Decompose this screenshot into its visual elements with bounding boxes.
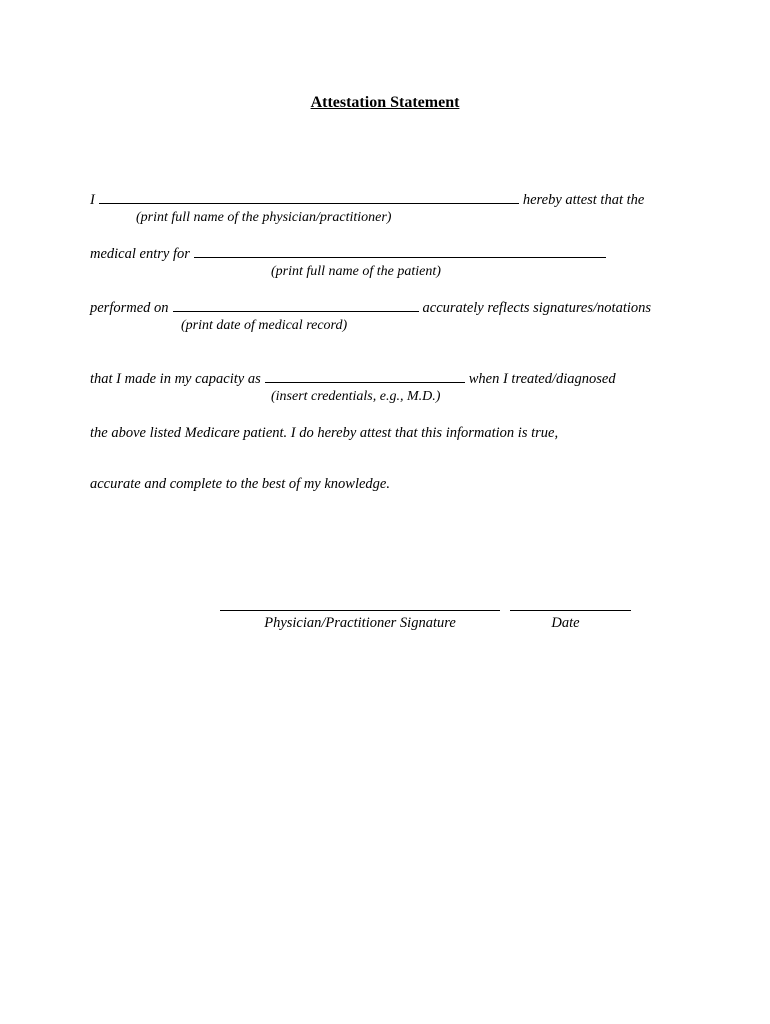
signature-label: Physician/Practitioner Signature bbox=[264, 615, 456, 631]
attestation-sentence-end: accurate and complete to the best of my knowledge. bbox=[90, 476, 390, 492]
line3-lead-text: performed on bbox=[90, 300, 169, 316]
line1-lead-text: I bbox=[90, 192, 95, 208]
credentials-field[interactable] bbox=[265, 370, 465, 383]
patient-name-line bbox=[90, 245, 610, 263]
physician-name-line bbox=[90, 191, 644, 209]
record-date-field[interactable] bbox=[173, 299, 419, 312]
credentials-line bbox=[90, 370, 616, 388]
date-field[interactable] bbox=[510, 610, 631, 611]
line4-lead-text: that I made in my capacity as bbox=[90, 371, 261, 387]
date-label: Date bbox=[551, 615, 580, 631]
physician-name-field[interactable] bbox=[99, 191, 519, 204]
line3-tail-text: accurately reflects signatures/notations bbox=[422, 300, 652, 316]
signature-field[interactable] bbox=[220, 610, 500, 611]
patient-name-caption: (print full name of the patient) bbox=[271, 264, 441, 279]
record-date-caption: (print date of medical record) bbox=[181, 318, 348, 333]
line4-tail-text: when I treated/diagnosed bbox=[468, 371, 616, 387]
physician-name-caption: (print full name of the physician/practitioner) bbox=[136, 210, 392, 225]
credentials-caption: (insert credentials, e.g., M.D.) bbox=[271, 389, 441, 404]
line2-lead-text: medical entry for bbox=[90, 246, 190, 262]
attestation-sentence: the above listed Medicare patient. I do hereby attest that this information is true, bbox=[90, 425, 559, 441]
page-title: Attestation Statement bbox=[310, 94, 460, 111]
record-date-line bbox=[90, 299, 651, 317]
patient-name-field[interactable] bbox=[194, 245, 606, 258]
line1-tail-text: hereby attest that the bbox=[522, 192, 645, 208]
